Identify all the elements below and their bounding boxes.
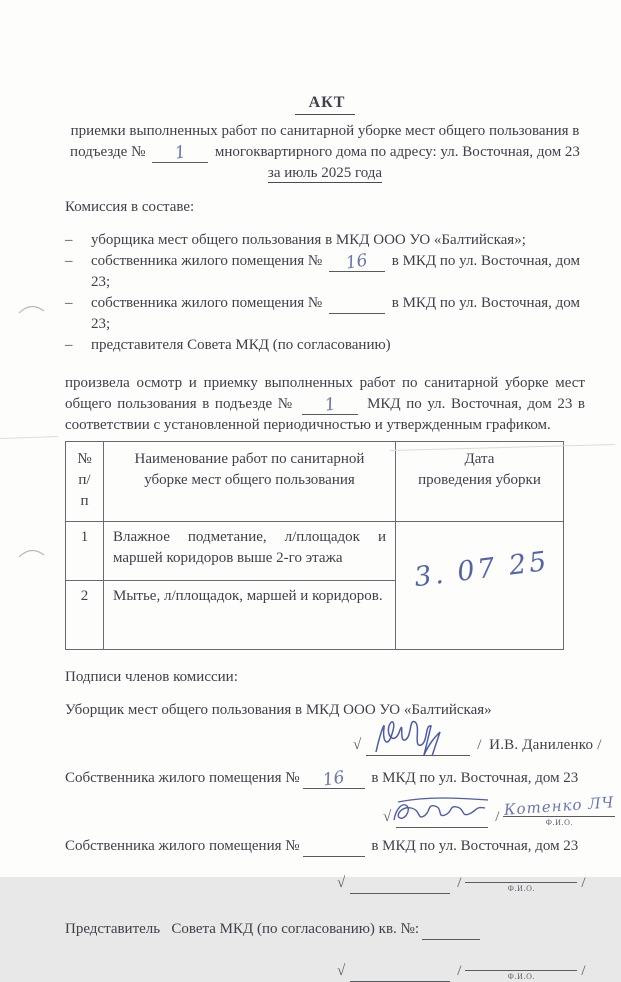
signature-label-owner-2: Собственника жилого помещения № в МКД по ул. Восточная, дом 23 bbox=[65, 836, 585, 857]
signature-blank bbox=[350, 964, 450, 982]
slash-separator: / bbox=[581, 963, 586, 979]
fio-caption: Ф.И.О. bbox=[507, 972, 536, 981]
name-blank bbox=[465, 865, 577, 883]
signatures-heading: Подписи членов комиссии: bbox=[65, 669, 238, 685]
entrance-number-blank bbox=[302, 394, 358, 416]
column-header-num: № п/п bbox=[66, 442, 104, 522]
slash-separator: / bbox=[457, 875, 462, 891]
slash-separator: / bbox=[597, 737, 602, 753]
name-blank bbox=[503, 793, 616, 819]
member-text: уборщика мест общего пользования в МКД ООО УО «Балтийская»; bbox=[91, 232, 526, 248]
tick-mark: √ bbox=[353, 737, 362, 753]
tick-mark: √ bbox=[337, 875, 346, 891]
margin-pen-arc bbox=[17, 300, 47, 316]
inspection-paragraph: произвела осмотр и приемку выполненных работ по санитарной уборке мест общего пользования в подъезде № 1 МКД по ул. Восточная, дом 23 в соответствии с установленной периодичностью и утвержденным графиком. bbox=[65, 375, 585, 433]
dash-bullet: – bbox=[65, 253, 73, 269]
subtitle-text-after: многоквартирного дома по адресу: ул. Восточная, дом 23 bbox=[214, 144, 580, 160]
cleaning-date-cell bbox=[396, 522, 564, 650]
slash-separator: / bbox=[457, 963, 462, 979]
subtitle-text-before: приемки выполненных работ по санитарной уборке мест общего пользования в подъезде № bbox=[70, 123, 580, 160]
list-item bbox=[65, 230, 585, 251]
document-subtitle bbox=[65, 121, 585, 163]
fio-caption: Ф.И.О. bbox=[545, 818, 574, 827]
column-header-date: Дата проведения уборки bbox=[396, 442, 564, 522]
slash-separator: / bbox=[477, 737, 482, 753]
fio-column bbox=[465, 953, 577, 982]
row-number-cell: 2 bbox=[66, 581, 104, 650]
document-title-text: АКТ bbox=[295, 92, 356, 115]
member-text: представителя Совета МКД (по согласованию) bbox=[91, 337, 391, 353]
apartment-number-handwritten: 16 bbox=[321, 767, 346, 791]
signer-name-handwritten: Котенко ЛЧ bbox=[503, 793, 616, 819]
cleaning-date-handwritten: 3. 07 25 bbox=[412, 545, 552, 594]
apartment-number-blank bbox=[329, 250, 385, 274]
apartment-number-handwritten: 16 bbox=[344, 250, 370, 274]
signature-line-owner-1 bbox=[65, 793, 616, 828]
dash-bullet: – bbox=[65, 295, 73, 311]
slash-separator: / bbox=[581, 875, 586, 891]
signature-line-owner-2 bbox=[65, 865, 585, 894]
dash-bullet: – bbox=[65, 232, 73, 248]
apartment-number-blank bbox=[329, 296, 385, 314]
apartment-number-blank bbox=[422, 922, 480, 940]
row-number-cell: 1 bbox=[66, 522, 104, 581]
work-name-cell: Мытье, л/площадок, маршей и коридоров. bbox=[104, 581, 396, 650]
commission-intro: Комиссия в составе: bbox=[65, 199, 195, 215]
signature-blank bbox=[366, 738, 470, 756]
table-header-row bbox=[66, 442, 564, 522]
entrance-number-handwritten: 1 bbox=[173, 142, 187, 164]
works-table bbox=[65, 441, 564, 650]
signature-line-cleaner bbox=[65, 735, 602, 756]
signature-label-representative: Представитель Совета МКД (по согласованию) кв. №: bbox=[65, 919, 585, 940]
work-name-cell: Влажное подметание, л/площадок и маршей коридоров выше 2-го этажа bbox=[104, 522, 396, 581]
slash-separator: / bbox=[495, 809, 500, 825]
fio-column bbox=[503, 793, 616, 828]
entrance-number-blank bbox=[152, 142, 208, 164]
column-header-name: Наименование работ по санитарной уборке мест общего пользования bbox=[104, 442, 396, 522]
tick-mark: √ bbox=[383, 809, 392, 825]
document-title bbox=[65, 92, 585, 115]
list-item bbox=[65, 335, 585, 356]
member-text: собственника жилого помещения № 16 в МКД по ул. Восточная, дом 23; bbox=[91, 250, 580, 290]
margin-pen-arc bbox=[17, 544, 47, 560]
list-item bbox=[65, 293, 585, 335]
dash-bullet: – bbox=[65, 337, 73, 353]
signature-label-cleaner: Уборщик мест общего пользования в МКД ООО УО «Балтийская» bbox=[65, 702, 492, 718]
name-blank bbox=[465, 953, 577, 971]
apartment-number-blank bbox=[303, 767, 365, 791]
fio-caption: Ф.И.О. bbox=[507, 884, 536, 893]
signature-blank bbox=[396, 810, 488, 828]
table-row bbox=[66, 522, 564, 581]
signer-typed-name: И.В. Даниленко bbox=[489, 737, 594, 753]
signature-blank bbox=[350, 876, 450, 894]
signature-scribble bbox=[390, 794, 494, 828]
list-item bbox=[65, 251, 585, 293]
period-line: за июль 2025 года bbox=[267, 165, 383, 181]
signature-label-owner-1: Собственника жилого помещения № 16 в МКД по ул. Восточная, дом 23 bbox=[65, 767, 579, 791]
signature-line-representative bbox=[65, 953, 585, 982]
fio-column bbox=[465, 865, 577, 894]
tick-mark: √ bbox=[337, 963, 346, 979]
commission-members-list bbox=[65, 230, 585, 356]
apartment-number-blank bbox=[303, 839, 365, 857]
member-text: собственника жилого помещения № в МКД по ул. Восточная, дом 23; bbox=[91, 295, 580, 332]
entrance-number-handwritten: 1 bbox=[323, 394, 338, 416]
